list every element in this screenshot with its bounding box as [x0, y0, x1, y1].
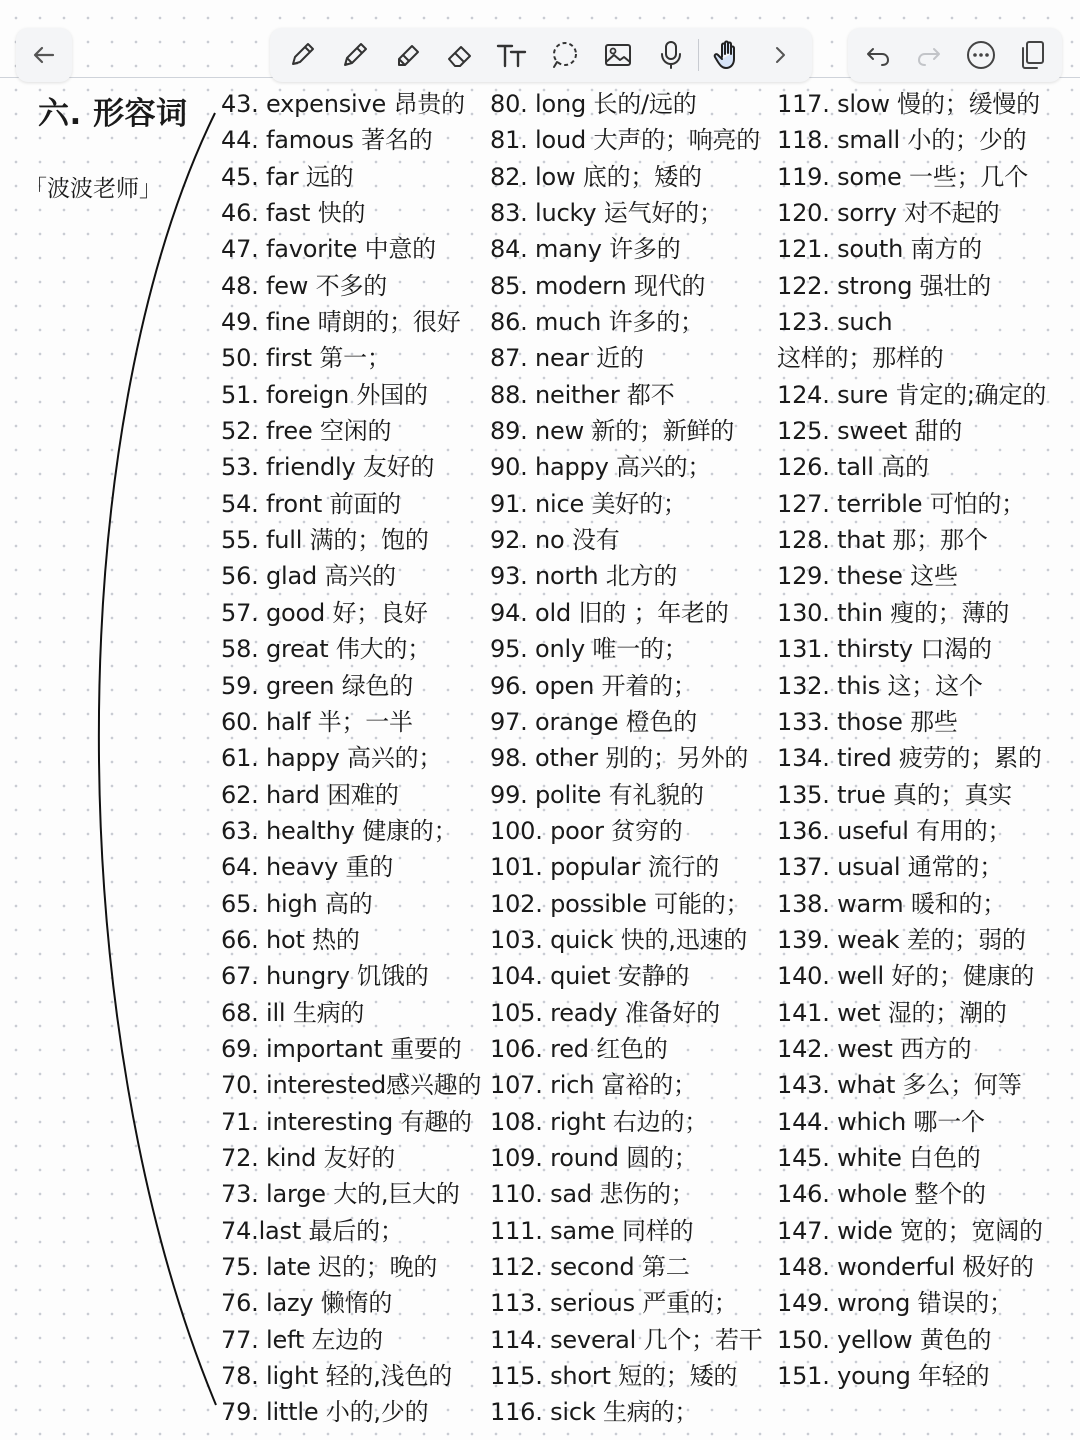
word-entry: 142. west 西方的 — [777, 1034, 972, 1063]
lasso-icon — [548, 38, 582, 72]
word-entry: 51. foreign 外国的 — [221, 380, 428, 409]
word-entry: 56. glad 高兴的 — [221, 562, 396, 591]
word-entry: 120. sorry 对不起的 — [777, 199, 1000, 228]
word-entry: 131. thirsty 口渴的 — [777, 635, 992, 664]
more-button[interactable] — [956, 30, 1006, 80]
word-entry: 124. sure 肯定的;确定的 — [777, 380, 1047, 409]
word-entry: 89. new 新的；新鲜的 — [490, 417, 735, 446]
word-entry: 128. that 那；那个 — [777, 526, 988, 555]
word-entry: 53. friendly 友好的 — [221, 453, 435, 482]
word-entry: 147. wide 宽的；宽阔的 — [777, 1216, 1043, 1245]
word-entry: 115. short 短的；矮的 — [490, 1362, 738, 1391]
word-entry: 101. popular 流行的 — [490, 853, 720, 882]
image-icon — [601, 38, 635, 72]
word-entry: 132. this 这；这个 — [777, 671, 983, 700]
word-entry: 108. right 右边的； — [490, 1107, 709, 1136]
word-entry: 146. whole 整个的 — [777, 1180, 986, 1209]
word-entry: 117. slow 慢的；缓慢的 — [777, 90, 1040, 118]
word-entry: 66. hot 热的 — [221, 925, 360, 954]
more-tools-button[interactable] — [755, 30, 805, 80]
word-entry: 这样的；那样的 — [777, 344, 944, 373]
word-entry: 107. rich 富裕的； — [490, 1071, 697, 1100]
word-entry: 144. which 哪一个 — [777, 1107, 985, 1136]
word-entry: 50. first 第一； — [221, 344, 391, 373]
word-entry: 145. white 白色的 — [777, 1143, 981, 1172]
word-entry: 149. wrong 错误的； — [777, 1289, 1013, 1318]
text-tool-icon — [495, 38, 531, 72]
word-entry: 150. yellow 黄色的 — [777, 1325, 992, 1354]
word-entry: 73. large 大的,巨大的 — [221, 1180, 460, 1209]
word-entry: 91. nice 美好的； — [490, 489, 687, 518]
bracket-line — [0, 0, 230, 1440]
word-entry: 64. heavy 重的 — [221, 853, 394, 882]
word-entry: 57. good 好；良好 — [221, 598, 428, 627]
word-entry: 95. only 唯一的； — [490, 635, 688, 664]
pencil-tool-button[interactable] — [330, 30, 380, 80]
word-entry: 100. poor 贫穷的 — [490, 816, 683, 845]
word-entry: 90. happy 高兴的； — [490, 453, 712, 482]
word-column-2 — [490, 86, 763, 1431]
word-entry: 86. much 许多的； — [490, 308, 704, 337]
word-entry: 112. second 第二 — [490, 1253, 690, 1281]
word-entry: 103. quick 快的,迅速的 — [490, 925, 748, 954]
pen-tool-button[interactable] — [277, 30, 327, 80]
section-heading: 六. 形容词 — [38, 96, 188, 132]
eraser-icon — [443, 38, 477, 72]
image-tool-button[interactable] — [593, 30, 643, 80]
word-entry: 52. free 空闲的 — [221, 417, 392, 446]
word-entry: 62. hard 困难的 — [221, 780, 399, 809]
word-entry: 127. terrible 可怕的； — [777, 489, 1025, 518]
word-entry: 135. true 真的；真实 — [777, 780, 1012, 809]
word-entry: 136. useful 有用的； — [777, 816, 1012, 845]
word-entry: 143. what 多么；何等 — [777, 1071, 1022, 1100]
word-entry: 119. some 一些；几个 — [777, 162, 1029, 191]
eraser-tool-button[interactable] — [435, 30, 485, 80]
word-entry: 140. well 好的；健康的 — [777, 962, 1035, 991]
microphone-icon — [654, 38, 688, 72]
highlighter-icon — [391, 38, 425, 72]
word-entry: 134. tired 疲劳的；累的 — [777, 744, 1042, 773]
word-entry: 81. loud 大声的；响亮的 — [490, 126, 761, 155]
word-entry: 102. possible 可能的； — [490, 889, 750, 918]
word-entry: 65. high 高的 — [221, 889, 373, 918]
word-entry: 60. half 半；一半 — [221, 707, 413, 736]
word-entry: 72. kind 友好的 — [221, 1143, 396, 1172]
microphone-button[interactable] — [646, 30, 696, 80]
word-entry: 141. wet 湿的；潮的 — [777, 998, 1007, 1027]
word-entry: 96. open 开着的； — [490, 671, 697, 700]
undo-icon — [864, 41, 892, 69]
word-entry: 123. such — [777, 308, 893, 337]
word-entry: 74.last 最后的； — [221, 1216, 404, 1245]
word-entry: 137. usual 通常的； — [777, 853, 1003, 882]
word-column-1 — [221, 86, 481, 1431]
word-entry: 49. fine 晴朗的；很好 — [221, 308, 461, 337]
word-entry: 116. sick 生病的； — [490, 1398, 699, 1427]
word-entry: 58. great 伟大的； — [221, 635, 432, 664]
pen-icon — [285, 38, 319, 72]
word-entry: 111. same 同样的 — [490, 1216, 694, 1245]
word-entry: 45. far 远的 — [221, 162, 354, 191]
word-entry: 77. left 左边的 — [221, 1325, 383, 1354]
word-entry: 79. little 小的,少的 — [221, 1398, 429, 1427]
pencil-icon — [338, 38, 372, 72]
word-entry: 148. wonderful 极好的 — [777, 1253, 1034, 1281]
word-entry: 106. red 红色的 — [490, 1034, 668, 1063]
word-entry: 71. interesting 有趣的 — [221, 1107, 472, 1136]
more-icon — [965, 39, 997, 71]
word-entry: 67. hungry 饥饿的 — [221, 962, 429, 991]
text-tool-button[interactable] — [488, 30, 538, 80]
word-entry: 43. expensive 昂贵的 — [221, 90, 465, 118]
word-entry: 118. small 小的；少的 — [777, 126, 1027, 155]
word-entry: 87. near 近的 — [490, 344, 644, 373]
word-entry: 78. light 轻的,浅色的 — [221, 1362, 453, 1391]
word-entry: 109. round 圆的； — [490, 1143, 698, 1172]
word-entry: 76. lazy 懒惰的 — [221, 1289, 393, 1318]
word-entry: 68. ill 生病的 — [221, 998, 365, 1027]
word-entry: 133. those 那些 — [777, 707, 958, 736]
word-entry: 105. ready 准备好的 — [490, 998, 720, 1027]
word-entry: 114. several 几个；若干 — [490, 1325, 763, 1354]
drawing-toolbar — [270, 28, 812, 82]
word-entry: 129. these 这些 — [777, 562, 958, 591]
redo-button[interactable] — [904, 30, 954, 80]
word-entry: 47. favorite 中意的 — [221, 235, 436, 264]
word-entry: 84. many 许多的 — [490, 235, 681, 264]
word-entry: 151. young 年轻的 — [777, 1362, 990, 1391]
toolbar-separator — [698, 39, 699, 71]
hand-pointer-button[interactable] — [702, 30, 752, 80]
pages-icon — [1017, 39, 1047, 71]
word-entry: 130. thin 瘦的；薄的 — [777, 598, 1010, 627]
word-column-3 — [777, 86, 1046, 1394]
word-entry: 46. fast 快的 — [221, 199, 366, 228]
word-entry: 94. old 旧的 ；年老的 — [490, 598, 729, 627]
word-entry: 83. lucky 运气好的； — [490, 199, 723, 228]
lasso-tool-button[interactable] — [540, 30, 590, 80]
highlighter-tool-button[interactable] — [383, 30, 433, 80]
word-entry: 92. no 没有 — [490, 526, 620, 555]
word-entry: 110. sad 悲伤的； — [490, 1180, 695, 1209]
word-entry: 63. healthy 健康的； — [221, 816, 458, 845]
word-entry: 104. quiet 安静的 — [490, 962, 690, 991]
word-entry: 44. famous 著名的 — [221, 126, 433, 155]
word-entry: 70. interested感兴趣的 — [221, 1071, 482, 1100]
word-entry: 59. green 绿色的 — [221, 671, 414, 700]
pages-button[interactable] — [1007, 30, 1057, 80]
undo-button[interactable] — [853, 30, 903, 80]
word-entry: 69. important 重要的 — [221, 1034, 462, 1063]
word-entry: 54. front 前面的 — [221, 489, 401, 518]
word-entry: 80. long 长的/远的 — [490, 90, 697, 118]
redo-icon — [915, 41, 943, 69]
word-entry: 82. low 底的；矮的 — [490, 162, 702, 191]
hand-pointer-icon — [710, 37, 744, 73]
word-entry: 85. modern 现代的 — [490, 271, 706, 300]
word-entry: 48. few 不多的 — [221, 271, 388, 300]
author-label: 「波波老师」 — [24, 176, 162, 202]
word-entry: 61. happy 高兴的； — [221, 744, 443, 773]
word-entry: 98. other 别的；另外的 — [490, 744, 749, 773]
word-entry: 88. neither 都不 — [490, 380, 675, 409]
word-entry: 138. warm 暖和的； — [777, 889, 1007, 918]
word-entry: 126. tall 高的 — [777, 453, 929, 482]
word-entry: 75. late 迟的；晚的 — [221, 1253, 438, 1281]
word-entry: 122. strong 强壮的 — [777, 271, 992, 300]
word-entry: 121. south 南方的 — [777, 235, 982, 264]
document-toolbar — [848, 28, 1062, 82]
word-entry: 97. orange 橙色的 — [490, 707, 698, 736]
chevron-right-icon — [770, 43, 790, 67]
word-entry: 139. weak 差的；弱的 — [777, 925, 1026, 954]
word-entry: 125. sweet 甜的 — [777, 417, 963, 446]
word-entry: 113. serious 严重的； — [490, 1289, 738, 1318]
word-entry: 99. polite 有礼貌的 — [490, 780, 704, 809]
word-entry: 55. full 满的；饱的 — [221, 526, 429, 555]
word-entry: 93. north 北方的 — [490, 562, 678, 591]
